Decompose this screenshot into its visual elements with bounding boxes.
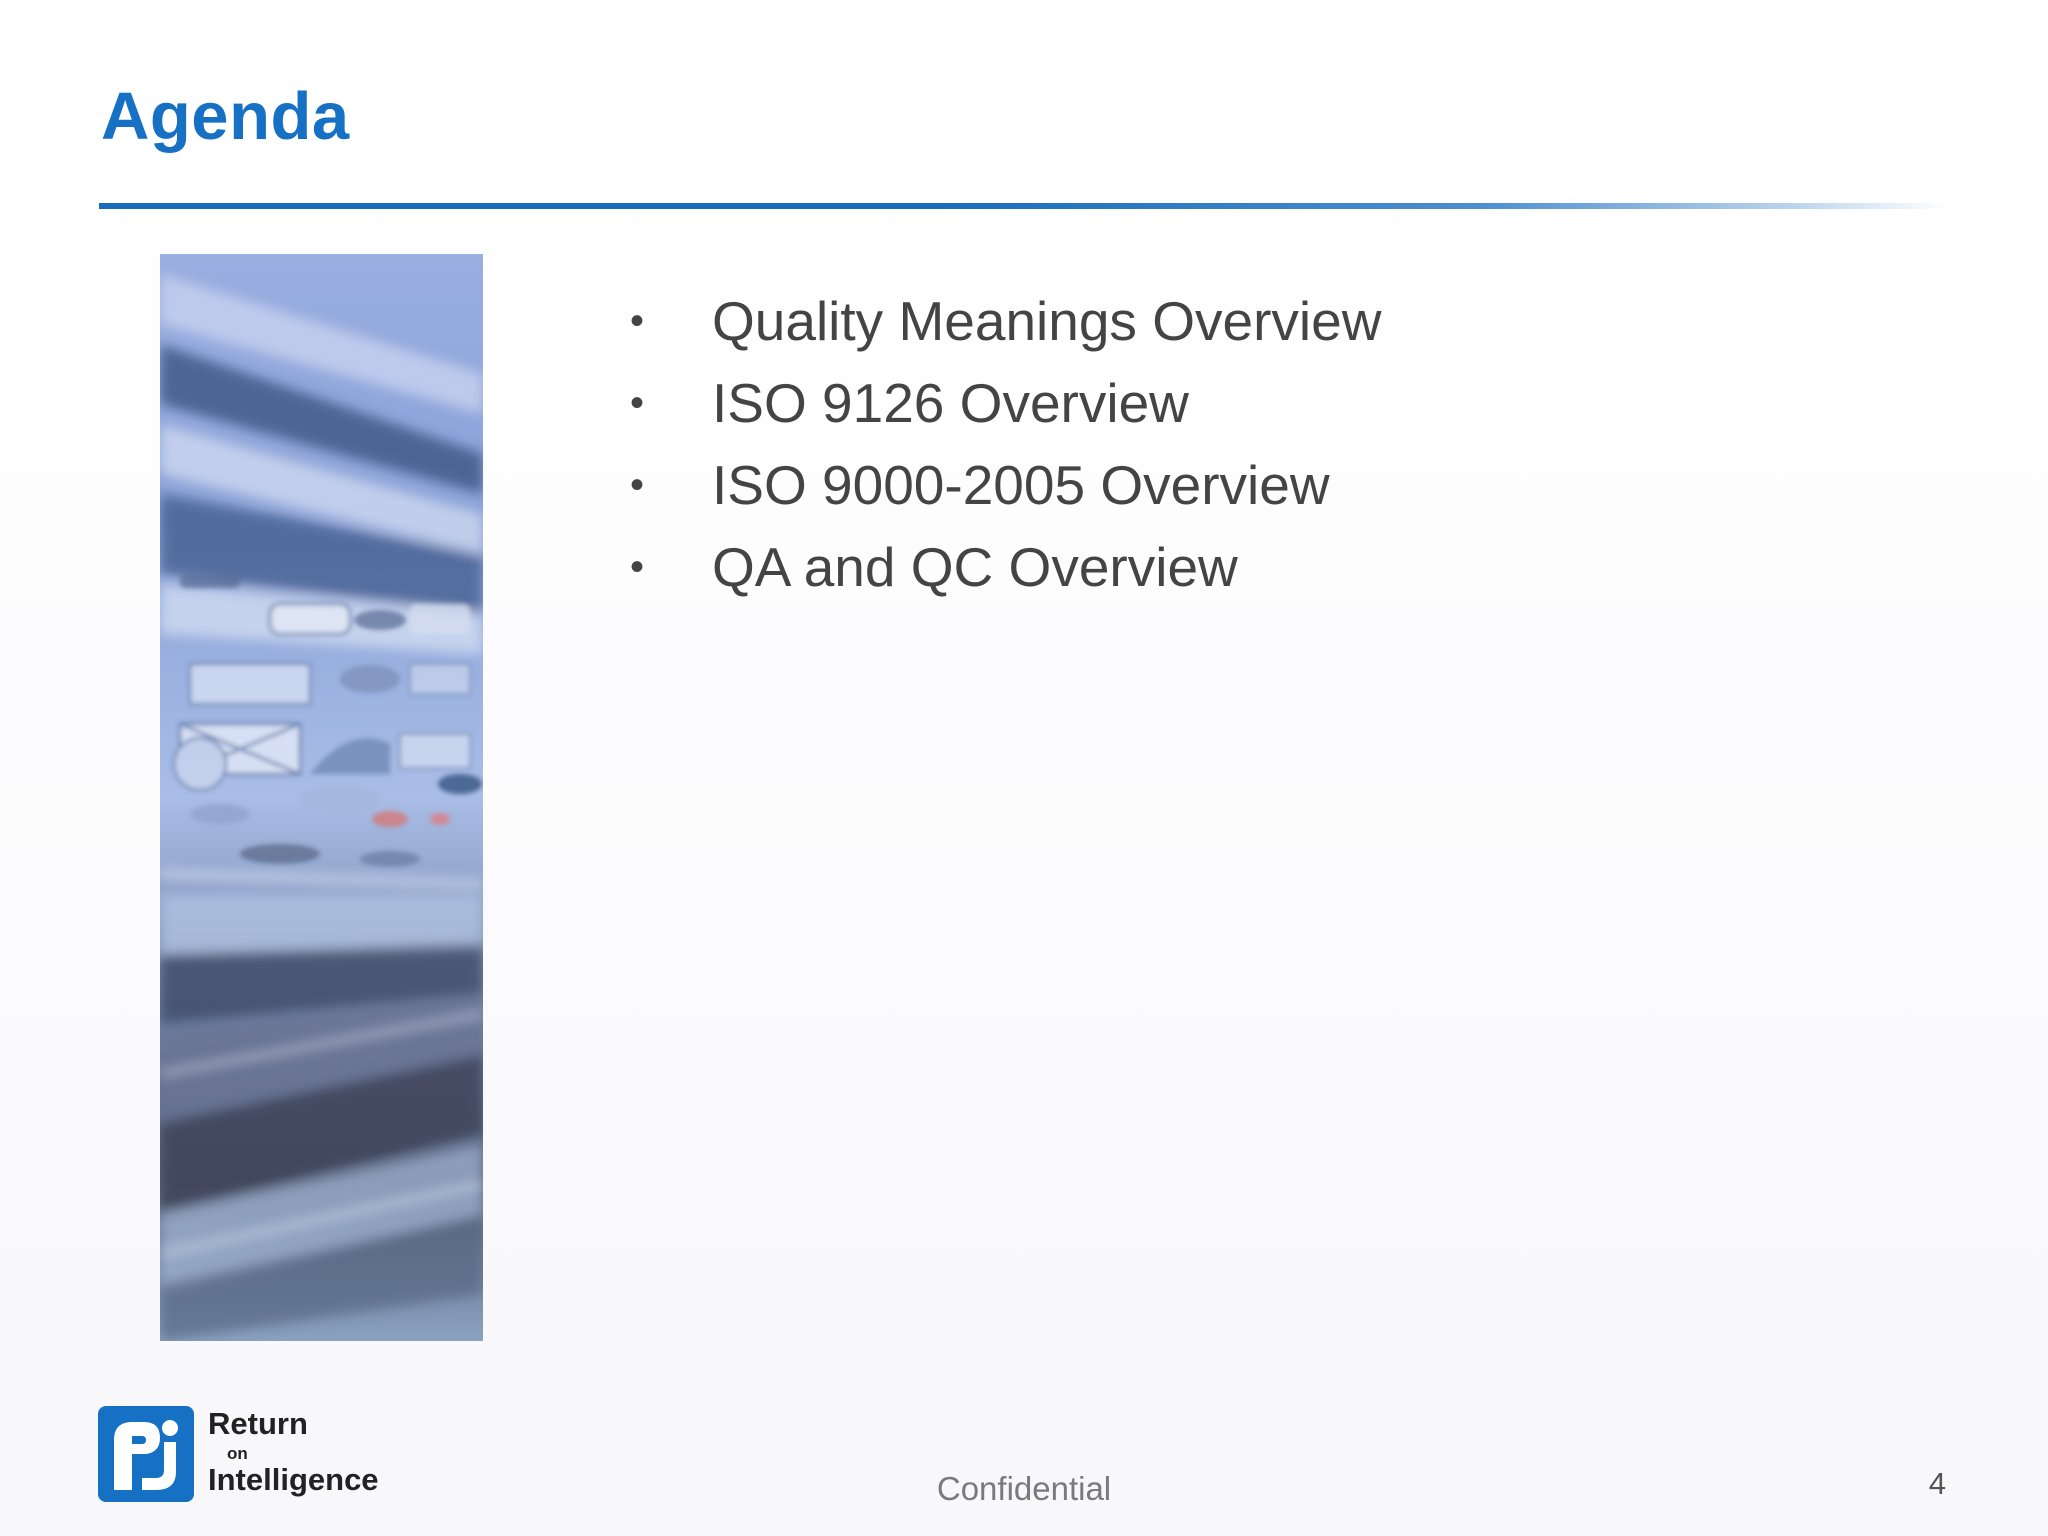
- slide-title: Agenda: [101, 79, 350, 154]
- agenda-item-text: ISO 9126 Overview: [712, 372, 1189, 434]
- logo-word-on: on: [227, 1444, 248, 1463]
- confidential-label: Confidential: [936, 1470, 1112, 1507]
- bullet: •: [630, 381, 645, 425]
- bullet: •: [630, 545, 645, 589]
- agenda-item-text: Quality Meanings Overview: [712, 290, 1382, 352]
- title-divider: [99, 203, 1945, 209]
- logo-word-return: Return: [208, 1406, 308, 1441]
- bullet: •: [630, 463, 645, 507]
- agenda-item-text: ISO 9000-2005 Overview: [712, 454, 1330, 516]
- logo-word-intelligence: Intelligence: [208, 1462, 379, 1497]
- bullet: •: [630, 299, 645, 343]
- agenda-item-text: QA and QC Overview: [712, 536, 1238, 598]
- traffic-photo-graphic: [160, 254, 483, 1341]
- page-number: 4: [1928, 1466, 1946, 1501]
- traffic-photo: [160, 254, 483, 1341]
